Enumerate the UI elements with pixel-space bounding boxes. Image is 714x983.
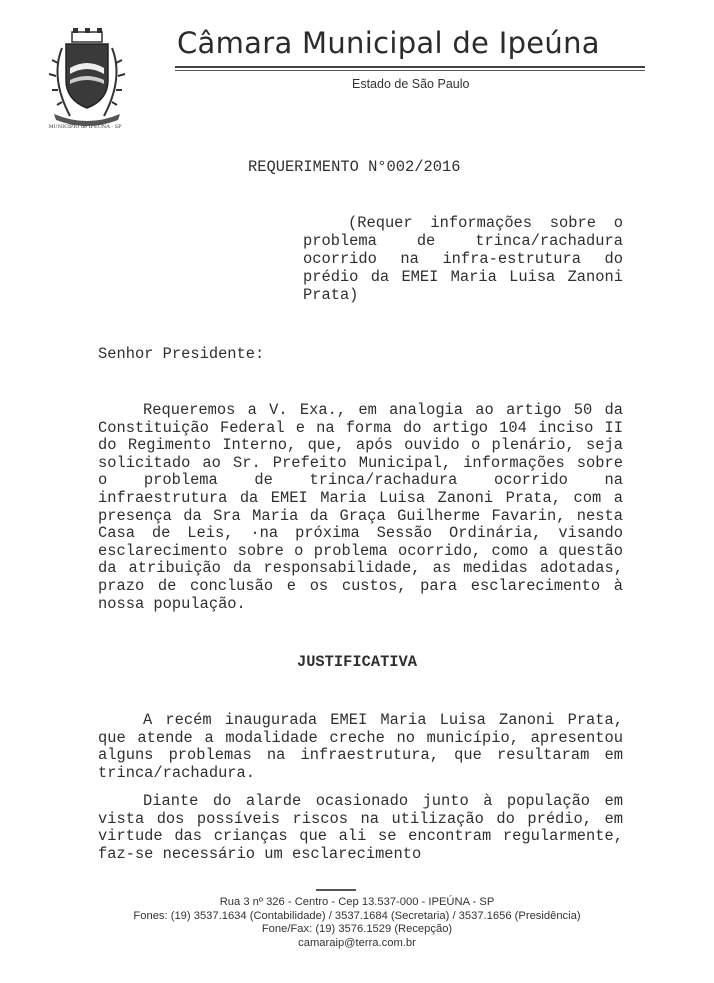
justification-heading: JUSTIFICATIVA [296,653,418,671]
title-rule [175,66,645,68]
footer-address: Rua 3 nº 326 - Centro - Cep 13.537-000 - IPEÚNA - SP [219,896,495,908]
request-paragraph: Requeremos a V. Exa., em analogia ao artigo 50 da Constituição Federal e na forma do artigo 104 inciso II do Regimento Interno, que, após ouvido o plenário, seja solicitado ao Sr. Prefeito Municipal, informações sobre o problema de trinca/rachadura ocorrido na infraestrutura da EMEI Maria Luisa Zanoni Prata, com a presença da Sra Maria da Graça Guilherme Favarin, nesta Casa de Leis, ·na próxima Sessão Ordinária, visando esclarecimento sobre o problema ocorrido, como a questão da atribuição da responsabilidade, as medidas adotadas, prazo de conclusão e os custos, para esclarecimento à nossa população. [98,401,623,613]
footer-fax: Fone/Fax: (19) 3576.1529 (Recepção) [261,923,453,935]
justification-paragraph-2: Diante do alarde ocasionado junto à população em vista dos possíveis riscos na utilização do prédio, em virtude das crianças que ali se encontram regularmente, faz-se necessário um esclarecimento [98,792,623,863]
title-rule-secondary [175,70,645,71]
footer-rule [316,889,356,891]
document-number: REQUERIMENTO N°002/2016 [248,158,461,176]
footer-email[interactable]: camaraip@terra.com.br [298,936,416,949]
footer-phones: Fones: (19) 3537.1634 (Contabilidade) / 3537.1684 (Secretaria) / 3537.1656 (Presidência) [133,909,581,922]
crest-caption: MUNICÍPIO de IPEÚNA - SP [48,124,122,130]
justification-paragraph-1: A recém inaugurada EMEI Maria Luisa Zanoni Prata, que atende a modalidade creche no município, apresentou alguns problemas na infraestrutura, que resultaram em trinca/rachadura. [98,711,623,782]
footer [0,896,714,950]
institution-subtitle: Estado de São Paulo [352,77,470,91]
greeting: Senhor Presidente: [98,345,265,363]
coat-of-arms-icon [40,28,135,128]
document-summary [303,214,623,304]
summary-text: (Requer informações sobre o problema de trinca/rachadura ocorrido na infra-estrutura do prédio da EMEI Maria Luisa Zanoni Prata) [303,214,623,304]
institution-title: Câmara Municipal de Ipeúna [177,26,600,60]
